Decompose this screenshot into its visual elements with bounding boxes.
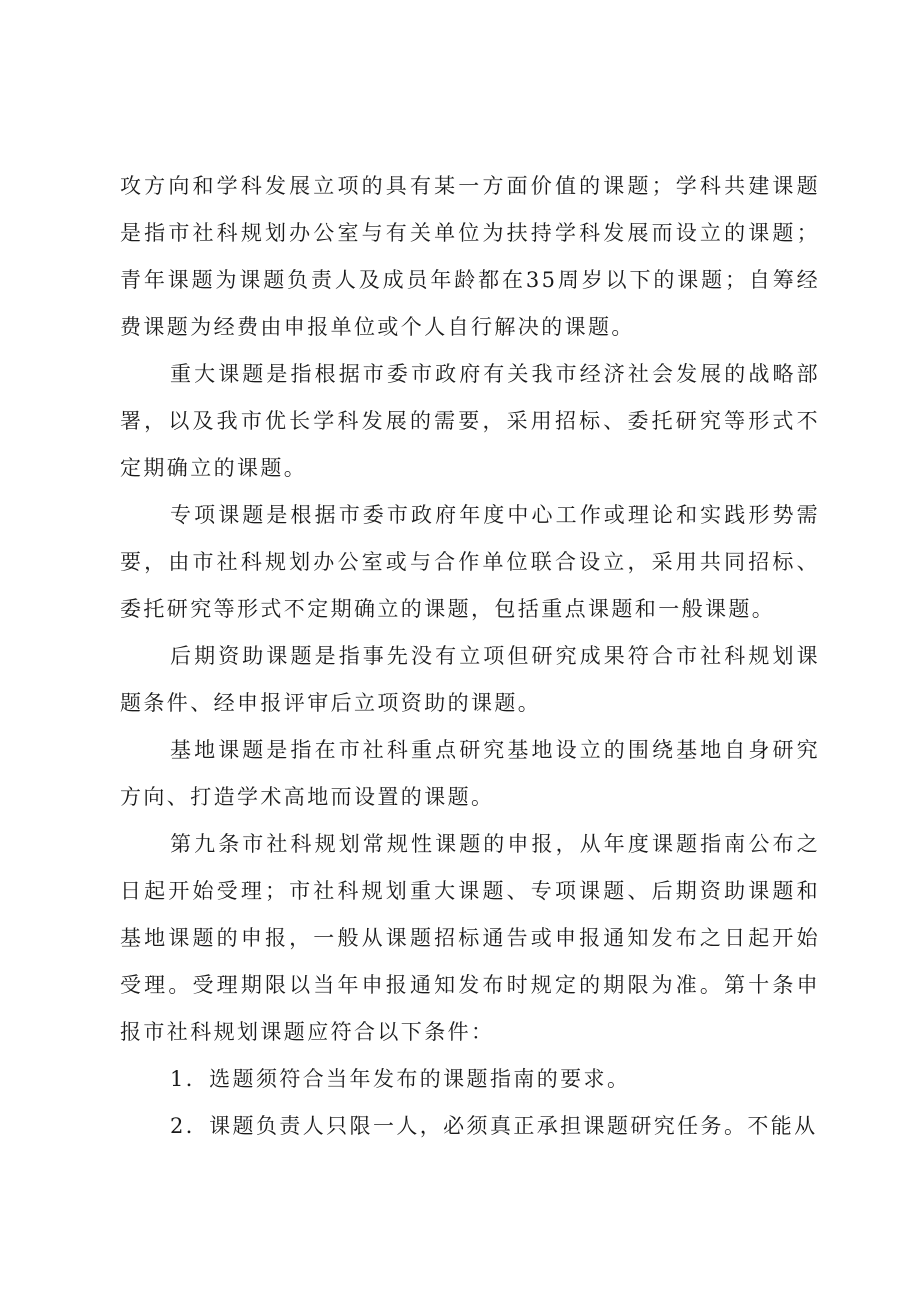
list-item-2: 2．课题负责人只限一人，必须真正承担课题研究任务。不能从 [170, 1114, 818, 1138]
document-body [120, 163, 820, 1150]
paragraph-base-projects: 基地课题是指在市社科重点研究基地设立的围绕基地自身研究方向、打造学术高地而设置的课题。 [120, 738, 820, 809]
paragraph-major-projects: 重大课题是指根据市委市政府有关我市经济社会发展的战略部署，以及我市优长学科发展的需要，采用招标、委托研究等形式不定期确立的课题。 [120, 362, 820, 480]
paragraph-post-funding-projects: 后期资助课题是指事先没有立项但研究成果符合市社科规划课题条件、经申报评审后立项资助的课题。 [120, 644, 820, 715]
paragraph-continuation: 攻方向和学科发展立项的具有某一方面价值的课题；学科共建课题是指市社科规划办公室与有关单位为扶持学科发展而设立的课题；青年课题为课题负责人及成员年龄都在35周岁以下的课题；自筹经费课题为经费由申报单位或个人自行解决的课题。 [120, 174, 820, 339]
paragraph-special-projects: 专项课题是根据市委市政府年度中心工作或理论和实践形势需要，由市社科规划办公室或与合作单位联合设立，采用共同招标、委托研究等形式不定期确立的课题，包括重点课题和一般课题。 [120, 503, 820, 621]
list-item-1: 1．选题须符合当年发布的课题指南的要求。 [170, 1067, 631, 1091]
paragraph-article-nine: 第九条市社科规划常规性课题的申报，从年度课题指南公布之日起开始受理；市社科规划重大课题、专项课题、后期资助课题和基地课题的申报，一般从课题招标通告或申报通知发布之日起开始受理。受理期限以当年申报通知发布时规定的期限为准。第十条申报市社科规划课题应符合以下条件： [120, 832, 820, 1044]
